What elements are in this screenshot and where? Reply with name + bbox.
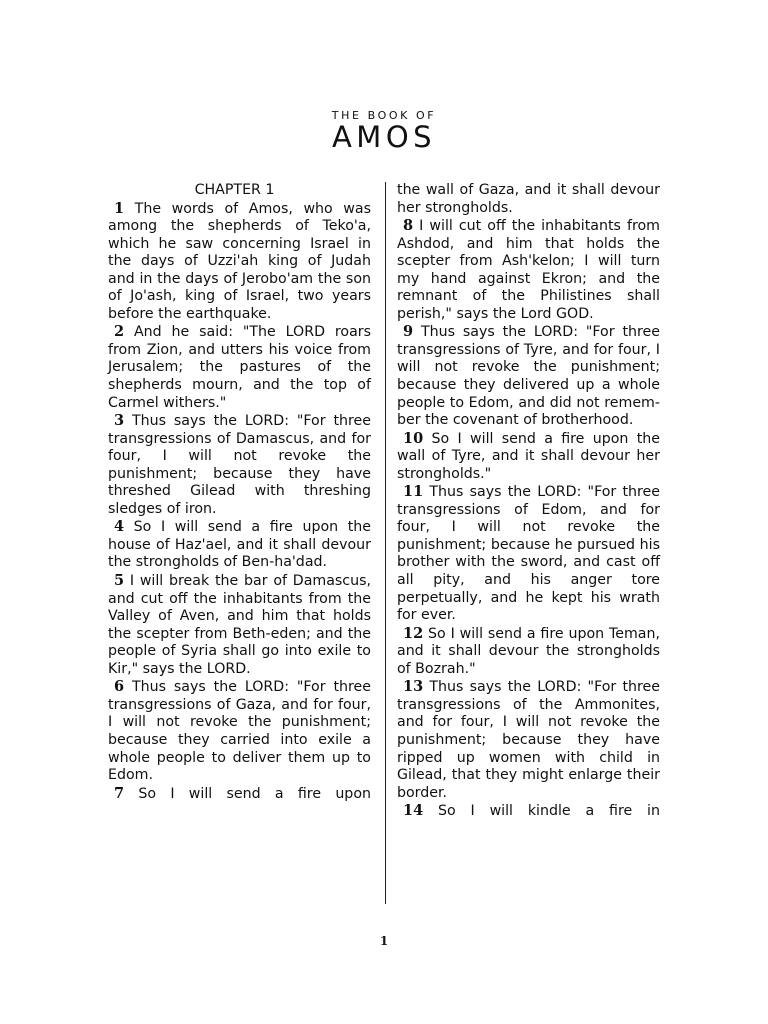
verse-6 xyxy=(108,678,371,784)
verse-text: Thus says the LORD: "For three transgressions of Gaza, and for four, I will not revoke the punishment; because they carried into exile a whole people to deliver them up to Edom. xyxy=(108,679,371,784)
verse-4 xyxy=(108,518,371,572)
verse-text: So I will send a fire upon the wall of Tyre, and it shall devour her strongholds." xyxy=(397,430,660,482)
left-column xyxy=(108,182,371,803)
verse-7 xyxy=(108,785,371,804)
verse-number: 13 xyxy=(403,678,424,696)
verse-text: I will break the bar of Damascus, and cut off the inhabitants from the Valley of Aven, and him that holds the scepter from Beth-eden; and the people of Syria shall go into exile to Kir," says the LORD. xyxy=(108,573,371,677)
verse-number: 6 xyxy=(114,678,125,696)
chapter-heading: CHAPTER 1 xyxy=(194,182,275,198)
right-column xyxy=(397,182,660,821)
verse-number: 7 xyxy=(114,784,125,802)
book-kicker: THE BOOK OF xyxy=(331,109,437,122)
page-number: 1 xyxy=(379,934,389,948)
verse-7-continued: the wall of Gaza, and it shall devour her strongholds. xyxy=(397,182,660,216)
verse-14 xyxy=(397,802,660,821)
verse-8 xyxy=(397,217,660,323)
verse-number: 4 xyxy=(114,518,125,536)
verse-text: And he said: "The LORD roars from Zion, and utters his voice from Jerusalem; the pastures of the shepherds mourn, and the top of Carmel withers." xyxy=(108,324,371,411)
verse-number: 11 xyxy=(403,483,424,501)
book-title: AMOS xyxy=(331,120,437,154)
verse-text: The words of Amos, who was among the shepherds of Teko'a, which he saw concerning Israel in the days of Uzzi'ah king of Judah and in the days of Jerobo'am the son of Jo'ash, king of Israel, two years before the earthquake. xyxy=(108,200,371,322)
verse-text: Thus says the LORD: "For three transgressions of Damascus, and for four, I will not revoke the punishment; because they have threshed Gilead with threshing sledges of iron. xyxy=(108,413,371,517)
verse-13 xyxy=(397,678,660,802)
verse-text: So I will send a fire upon xyxy=(124,785,371,802)
verse-3 xyxy=(108,412,371,518)
verse-number: 3 xyxy=(114,412,125,430)
verse-number: 12 xyxy=(403,624,424,642)
verse-10 xyxy=(397,430,660,484)
verse-5 xyxy=(108,572,371,678)
verse-1 xyxy=(108,200,371,324)
verse-number: 1 xyxy=(114,199,125,217)
column-divider xyxy=(385,182,386,904)
verse-number: 2 xyxy=(114,323,125,341)
verse-text: Thus says the LORD: "For three transgressions of Tyre, and for four, I will not revoke the punishment; because they delivered up a whole people to Edom, and did not remember the covenant of brotherhood. xyxy=(397,324,660,429)
verse-9 xyxy=(397,323,660,429)
verse-text: Thus says the LORD: "For three transgressions of the Ammonites, and for four, I will not revoke the punishment; because they have ripped up women with child in Gilead, that they might enlarge their border. xyxy=(397,679,660,801)
verse-number: 5 xyxy=(114,572,125,590)
verse-number: 14 xyxy=(403,802,424,820)
verse-text: I will cut off the inhabitants from Ashdod, and him that holds the scepter from Ash'kelon; I will turn my hand against Ekron; and the remnant of the Philistines shall perish," says the Lord GOD. xyxy=(397,218,660,322)
verse-number: 9 xyxy=(403,323,414,341)
verse-number: 8 xyxy=(403,217,414,235)
verse-text: So I will send a fire upon Teman, and it shall devour the strongholds of Bozrah." xyxy=(397,625,660,677)
verse-2 xyxy=(108,323,371,412)
verse-text: Thus says the LORD: "For three transgressions of Edom, and for four, I will not revoke the punishment; because he pursued his brother with the sword, and cast off all pity, and his anger tore perpetually, and he kept his wrath for ever. xyxy=(397,484,660,624)
verse-12 xyxy=(397,625,660,679)
verse-text: So I will kindle a fire in xyxy=(423,803,660,820)
verse-number: 10 xyxy=(403,429,424,447)
verse-11 xyxy=(397,483,660,624)
verse-text: So I will send a fire upon the house of Haz'ael, and it shall devour the strongholds of Ben-ha'dad. xyxy=(108,519,371,571)
